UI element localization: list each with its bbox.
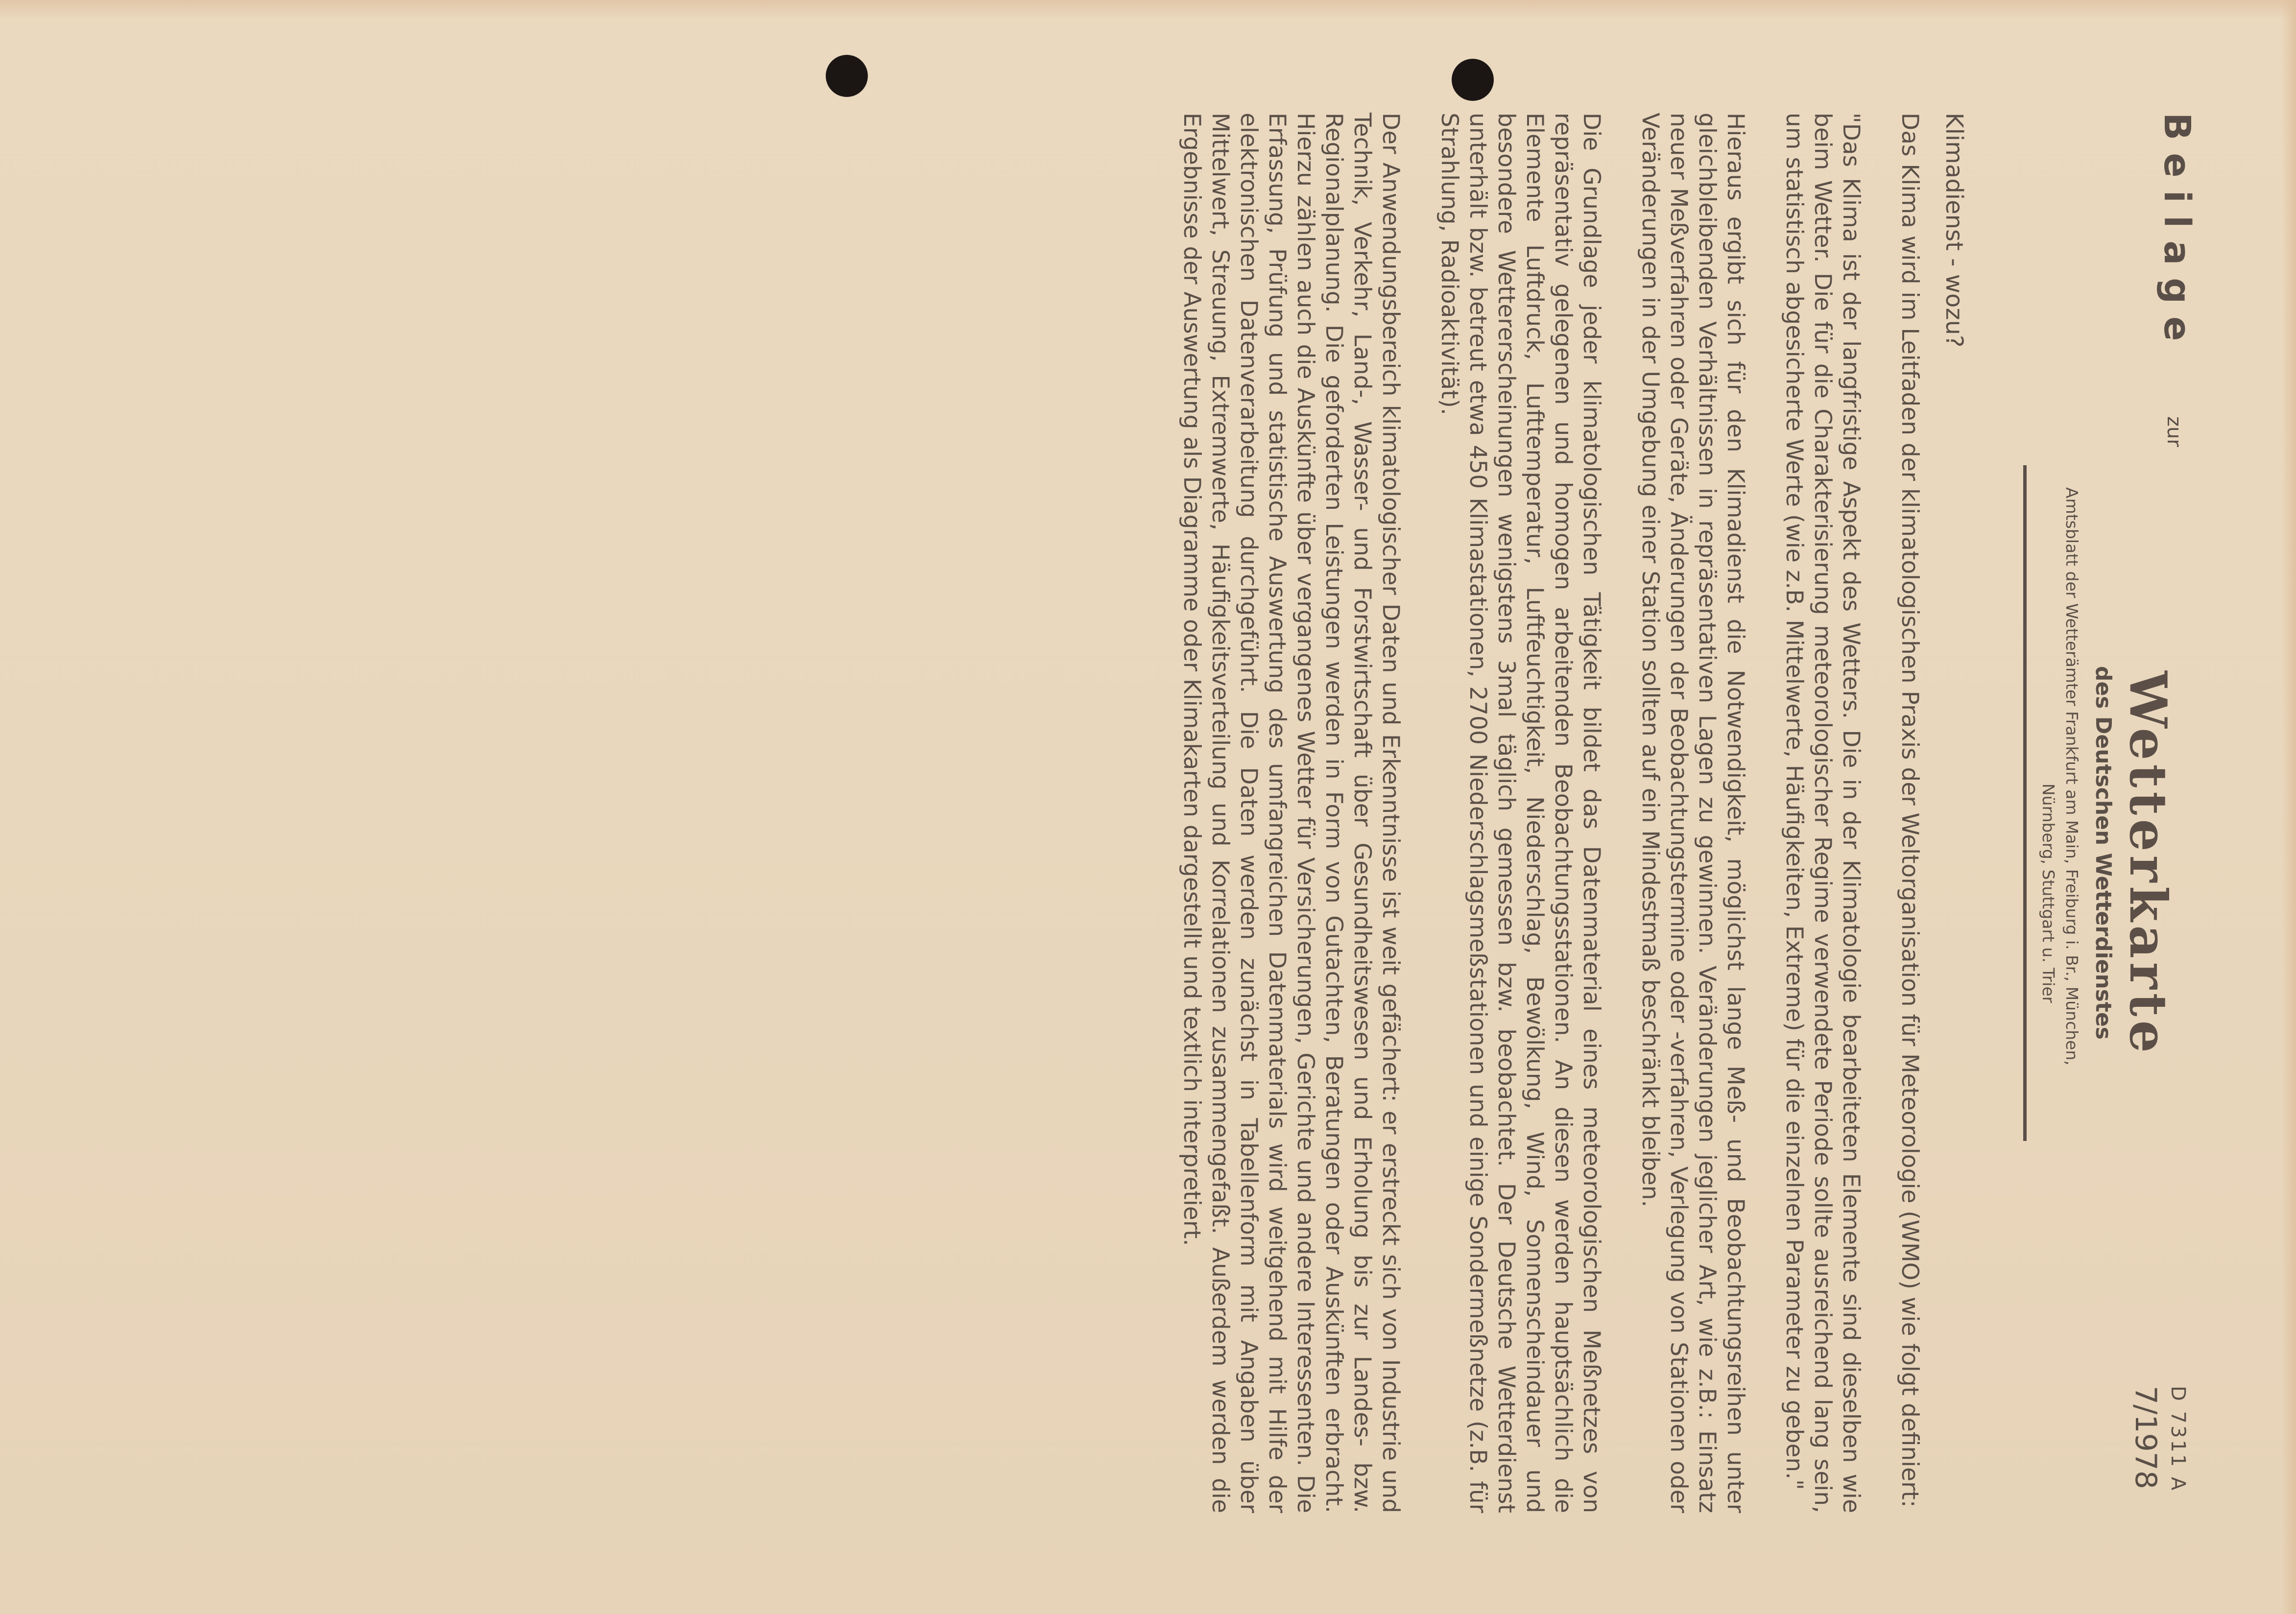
masthead-title: Wetterkarte [2118,671,2178,1057]
masthead-issue: 7/1978 [2129,1386,2163,1490]
article-body [1147,113,1924,1513]
masthead-amtsblatt-line1: Amtsblatt der Wetterämter Frankfurt am Main, Freiburg i. Br., München, [2062,487,2081,1066]
punch-hole-right [1452,59,1494,101]
paragraph-quote: "Das Klima ist der langfristige Aspekt des Wetters. Die in der Klimatologie bearbeiteten Elemente sind dieselben wie beim Wetter. Die für die Charakterisierung meteorologischer Regime verwendete Periode sollte ausreichend lang sein, um statistisch abgesicherte Werte (wie z.B. Mittelwerte, Häufigkeiten, Extreme) für die einzelnen Parameter zu geben." [1781,113,1865,1513]
paragraph-network: Die Grundlage jeder klimatologischen Tätigkeit bildet das Datenmaterial eines meteorologischen Meßnetzes von repräsentativ gelegenen und homogen arbeitenden Beobachtungsstationen. An diesen werden hauptsächlich die Elemente Luftdruck, Lufttemperatur, Luftfeuchtigkeit, Niederschlag, Bewölkung, Wind, Sonnenscheindauer und besondere Wettererscheinungen wenigstens 3mal täglich gemessen bzw. beobachtet. Der Deutsche Wetterdienst unterhält bzw. betreut etwa 450 Klimastationen, 2700 Niederschlagsmeßstationen und einige Sondermeßnetze (z.B. für Strahlung, Radioaktivität). [1436,113,1605,1513]
masthead-code: D 7311 A [2167,1386,2189,1493]
masthead-zur: zur [2163,416,2185,447]
masthead-amtsblatt-line2: Nürnberg, Stuttgart u. Trier [2039,783,2058,1003]
paragraph-necessity: Hieraus ergibt sich für den Klimadienst die Notwendigkeit, möglichst lange Meß- und Beobachtungsreihen unter gleichbleibenden Verhältnissen in repräsentativen Lagen zu gewinnen. Veränderungen jeglicher Art, wie z.B.: Einsatz neuer Meßverfahren oder Geräte, Änderungen der Beobachtungstermine oder -verfahren, Verlegung von Stationen oder Veränderungen in der Umgebung einer Station sollten auf ein Mindestmaß beschränkt bleiben. [1637,113,1749,1513]
masthead-beilage: Beilage [2156,113,2198,354]
paragraph-definition: Das Klima wird im Leitfaden der klimatologischen Praxis der Weltorganisation für Meteorologie (WMO) wie folgt definiert: [1896,113,1923,1508]
masthead-subtitle: des Deutschen Wetterdienstes [2091,666,2116,1040]
rotated-document [357,113,2198,1543]
punch-hole-left [826,55,868,97]
paragraph-applications: Der Anwendungsbereich klimatologischer Daten und Erkenntnisse ist weit gefächert: er erstreckt sich von Industrie und Technik, Verkehr, Land-, Wasser- und Forstwirtschaft über Gesundheitswesen und Erholung bis zur Landes- bzw. Regionalplanung. Die geforderten Leistungen werden in Form von Gutachten, Beratungen oder Auskünften erbracht. Hierzu zählen auch die Auskünfte über vergangenes Wetter für Versicherungen, Gerichte und andere Interessenten. Die Erfassung, Prüfung und statistische Auswertung des umfangreichen Datenmaterials wird weitgehend mit Hilfe der elektronischen Datenverarbeitung durchgeführt. Die Daten werden zunächst in Tabellenform mit Angaben über Mittelwert, Streuung, Extremwerte, Häufigkeitsverteilung und Korrelationen zusammengefaßt. Außerdem werden die Ergebnisse der Auswertung als Diagramme oder Klimakarten dargestellt und textlich interpretiert. [1178,113,1404,1513]
masthead-rule [2023,465,2027,1141]
article-heading: Klimadienst - wozu? [1940,113,1968,348]
